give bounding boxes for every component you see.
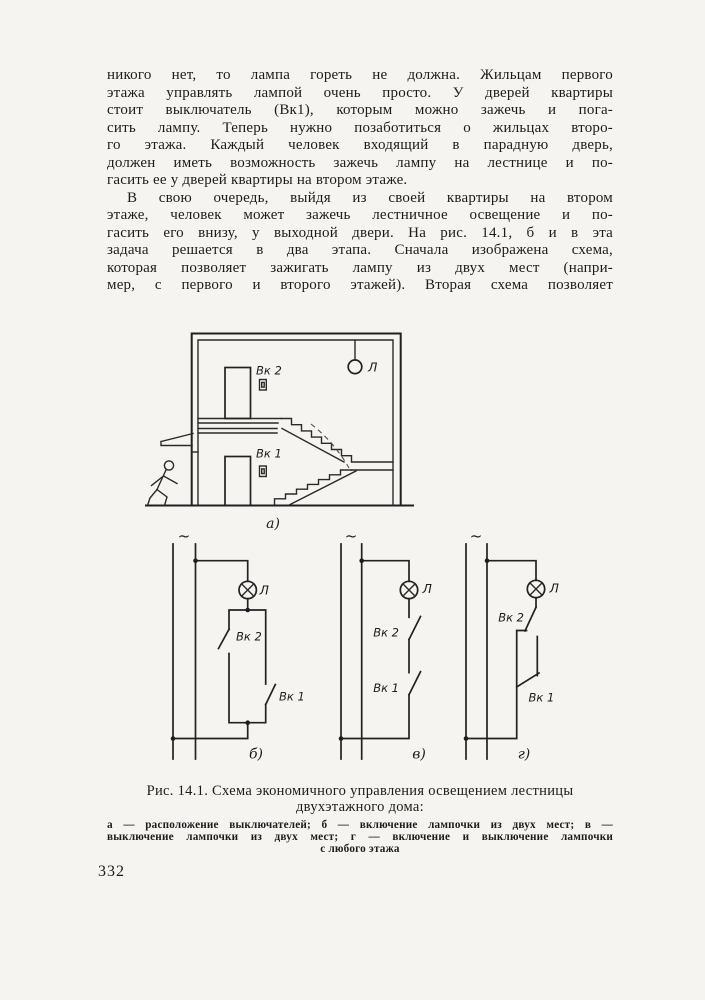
ac-symbol: ~ <box>177 527 191 545</box>
junction-dot <box>359 558 364 563</box>
upper-switch-toggle <box>262 382 265 387</box>
text-line: В свою очередь, выйдя из своей квартиры на втором <box>127 189 613 206</box>
wire-to-lamp <box>487 561 536 581</box>
series-wires <box>341 599 409 739</box>
text-line: никого нет, то лампа гореть не должна. Жильцам первого <box>107 67 613 83</box>
text-line: гасить его внизу, у выходной двери. На рис. 14.1, б и в эта <box>107 224 613 241</box>
lower-switch-box <box>260 466 267 477</box>
supply-lines <box>341 544 362 759</box>
upper-switch-box <box>260 380 267 391</box>
entrance-canopy <box>161 434 193 446</box>
switch2-blade <box>219 629 230 648</box>
upper-floor-door <box>225 368 251 419</box>
caption-title-line: двухэтажного дома: <box>296 799 424 815</box>
house-diagram <box>146 334 413 533</box>
switch2-label: Вк 2 <box>373 625 399 640</box>
text-line: го этажа. Каждый человек входящий в парадную дверь, <box>107 137 613 153</box>
switch2-label: Вк 2 <box>498 610 524 625</box>
supply-lines <box>173 544 196 759</box>
text-line: должен иметь возможность зажечь лампу на лестнице и по- <box>107 154 613 171</box>
text-line: этаже, человек может зажечь лестничное освещение и по- <box>107 207 613 223</box>
circuit-sublabel: в) <box>412 746 426 763</box>
lamp-cross <box>530 583 542 595</box>
ac-symbol: ~ <box>469 527 483 545</box>
upper-stair-stringer <box>282 429 344 463</box>
wire-to-lamp <box>196 561 248 582</box>
circuit-b <box>171 527 305 763</box>
ac-symbol: ~ <box>344 527 358 545</box>
first-floor-ceiling <box>198 429 277 434</box>
caption-title-line: Рис. 14.1. Схема экономичного управления освещением лестницы <box>146 783 574 799</box>
junction-dot <box>171 736 176 741</box>
switch2-blade <box>525 607 536 631</box>
lamp-label: Л <box>422 581 432 596</box>
person-arms <box>152 476 178 486</box>
circuit-sublabel: б) <box>248 746 264 763</box>
switch1-blade <box>409 672 421 695</box>
lamp-label: Л <box>549 580 559 596</box>
switch1-label: Вк 1 <box>279 689 305 704</box>
circuit-v <box>339 527 433 763</box>
text-line: стоит выключатель (Вк1), которым можно зажечь и пога- <box>107 102 613 118</box>
lamp-cross <box>403 584 415 596</box>
lower-stair-steps <box>275 470 352 504</box>
circuit-sublabel: г) <box>517 746 531 763</box>
house-switch2-label: Вк 2 <box>256 363 282 378</box>
text-line: задача решается в два этапа. Сначала изображена схема, <box>107 242 613 258</box>
text-line: которая позволяет зажигать лампу из двух мест (напри- <box>107 259 613 276</box>
caption-note-line: а — расположение выключателей; б — включение лампочки из двух мест; в — <box>107 819 613 831</box>
person-head <box>164 461 173 470</box>
caption-note-line: выключение лампочки из двух мест; г — включение и выключение лампочки <box>107 830 613 843</box>
junction-dot <box>464 736 469 741</box>
junction-dot <box>245 608 250 613</box>
figure-caption-notes <box>107 820 613 855</box>
text-line: сить лампу. Теперь нужно позаботиться о жильцах второ- <box>107 119 613 136</box>
switch1-blade <box>266 685 276 705</box>
house-lamp-label: Л <box>368 359 378 375</box>
house-sublabel: а) <box>266 516 280 532</box>
walking-person-icon <box>148 461 178 506</box>
junction-dot <box>339 736 344 741</box>
circuit-g <box>464 527 560 763</box>
house-switch1-label: Вк 1 <box>256 446 282 461</box>
caption-note-line: с любого этажа <box>320 842 400 855</box>
switch1-label: Вк 1 <box>528 690 555 705</box>
ceiling-lamp-icon <box>348 360 362 374</box>
lamp-cross <box>242 584 254 596</box>
text-line: гасить ее у дверей квартиры на втором этаже. <box>107 172 408 188</box>
junction-dot <box>485 558 490 563</box>
lower-stair-stringer <box>289 471 356 505</box>
junction-dot <box>245 720 250 725</box>
text-line: этажа управлять лампой очень просто. У дверей квартиры <box>107 84 613 101</box>
text-line: мер, с первого и второго этажей). Вторая схема позволяет <box>107 277 613 293</box>
switch1-blade <box>517 673 539 687</box>
switch2-label: Вк 2 <box>236 629 262 644</box>
stair-landing <box>352 462 394 470</box>
switch1-label: Вк 1 <box>373 681 399 695</box>
lower-switch-toggle <box>262 469 265 474</box>
lamp-label: Л <box>259 582 269 598</box>
lower-floor-door <box>225 457 251 506</box>
wire-to-lamp <box>362 561 409 582</box>
upper-stair-steps <box>282 419 352 462</box>
figure-caption-title <box>107 783 613 815</box>
supply-lines <box>466 544 487 759</box>
page-number: 332 <box>98 863 125 880</box>
person-legs <box>148 490 168 506</box>
junction-dot <box>193 558 198 563</box>
parallel-branch-wires <box>173 599 266 739</box>
switch2-blade <box>409 617 421 640</box>
